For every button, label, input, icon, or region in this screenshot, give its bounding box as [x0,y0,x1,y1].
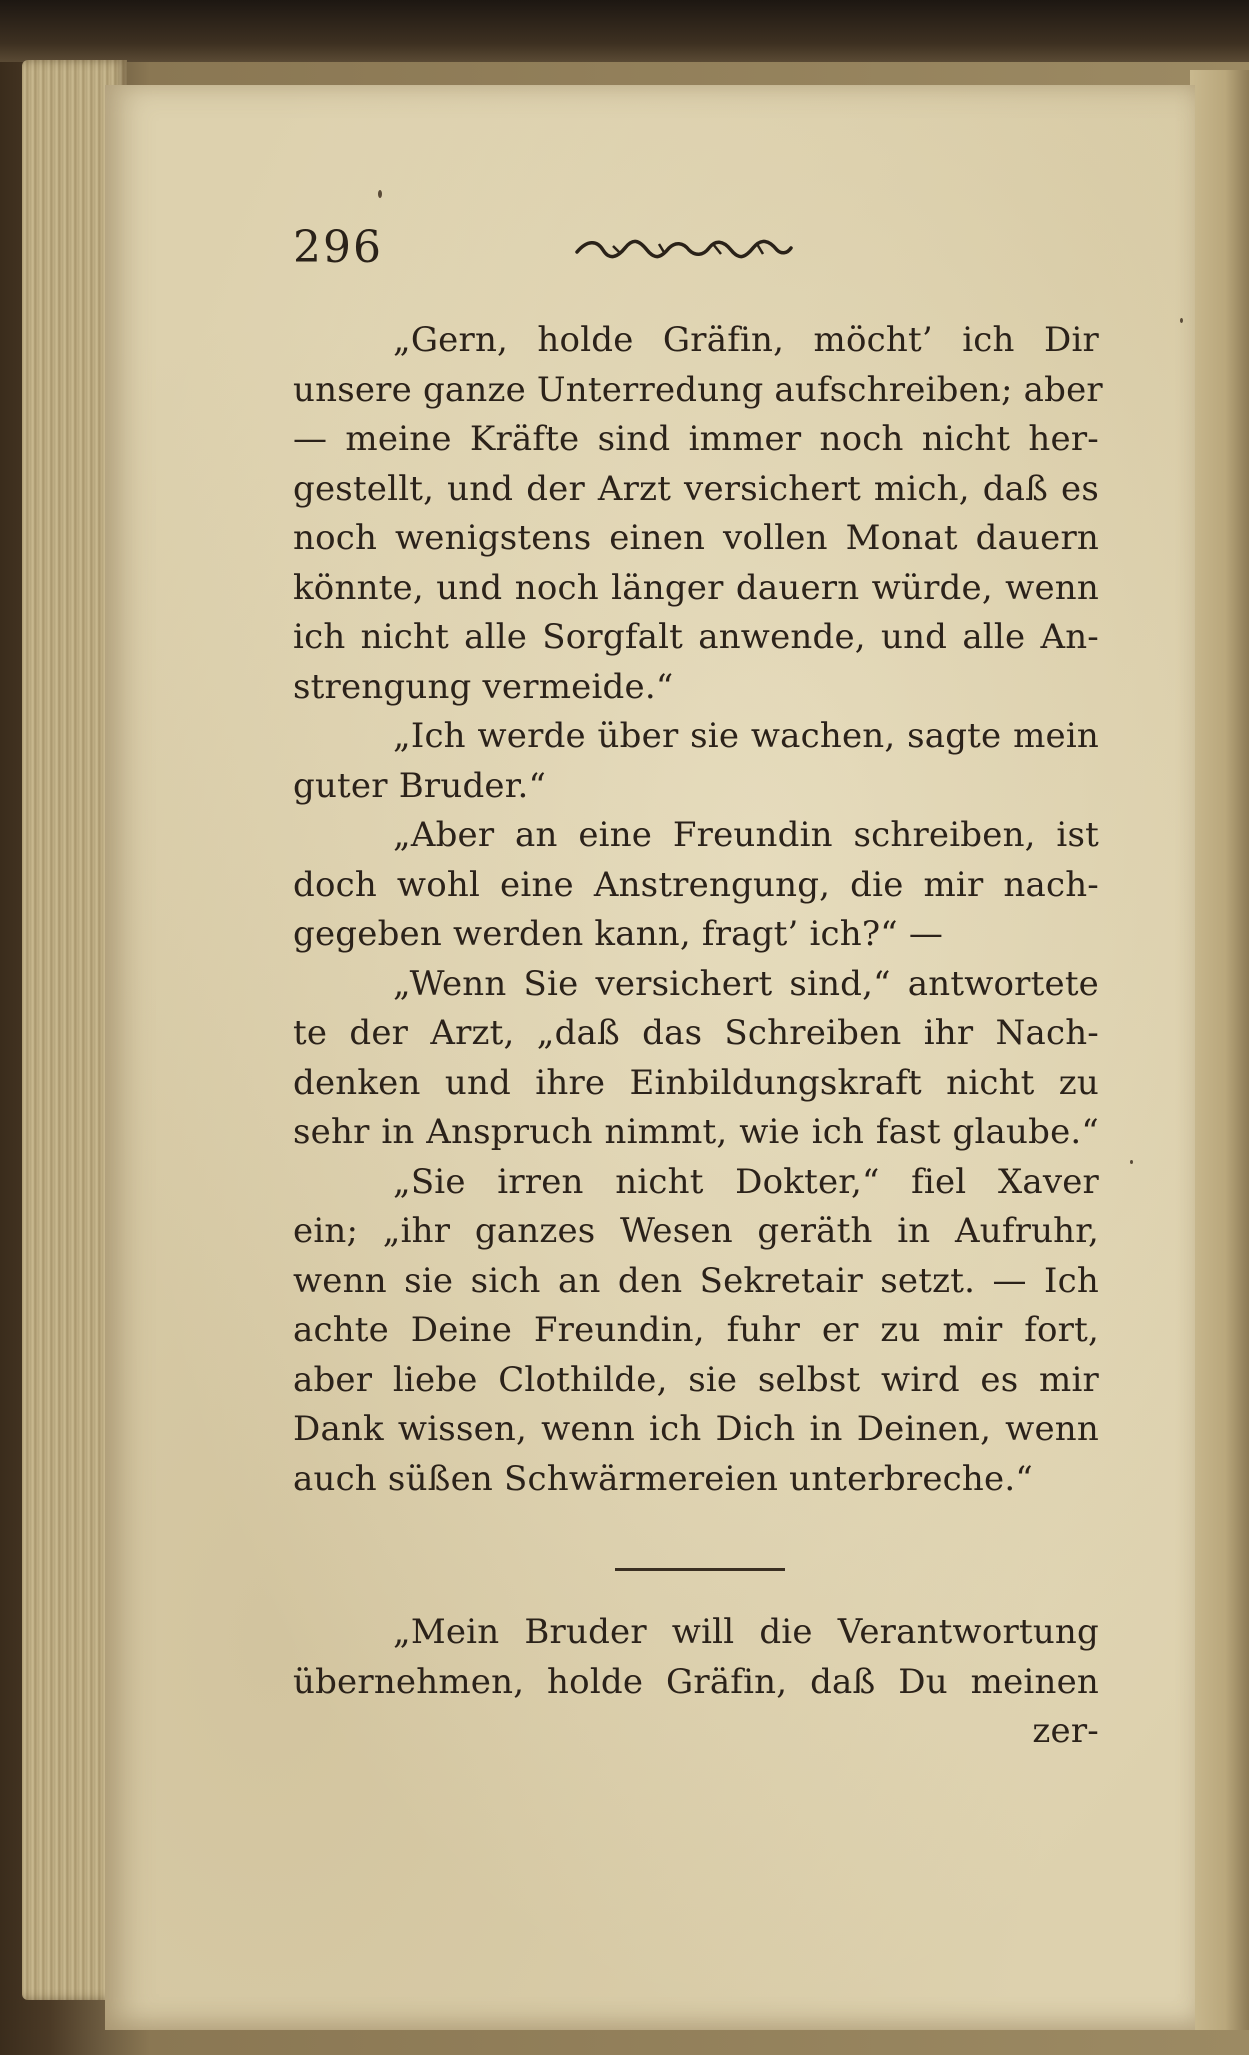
paper-speck [1180,318,1183,323]
text-line: denken und ihre Einbildungskraft nicht zu [293,1062,1099,1103]
text-block-main [293,316,1103,1504]
text-line: ein; „ihr ganzes Wesen geräth in Aufruhr, [293,1211,1099,1251]
text-block-continued [293,1608,1099,1757]
text-line: aber liebe Clothilde, sie selbst wird es mir [293,1359,1099,1400]
book-cover-edge [0,0,1249,62]
text-line: „Wenn Sie versichert sind,“ antwortete [393,963,1099,1004]
text-line: gestellt, und der Arzt versichert mich, daß es [293,468,1099,509]
text-line: noch wenigstens einen vollen Monat dauern [293,518,1099,558]
page-header [293,222,813,282]
text-line: wenn sie sich an den Sekretair setzt. — Ich [293,1260,1099,1301]
text-line: strengung vermeide.“ [293,666,674,707]
text-line: achte Deine Freundin, fuhr er zu mir fort, [293,1310,1099,1350]
header-ornament-icon [573,234,795,262]
text-line: sehr in Anspruch nimmt, wie ich fast glaube.“ [293,1112,1099,1152]
text-line: guter Bruder.“ [293,765,547,806]
text-line: „Gern, holde Gräfin, möcht’ ich Dir [393,320,1099,360]
text-line: könnte, und noch länger dauern würde, wenn [293,567,1099,608]
text-line: — meine Kräfte sind immer noch nicht her- [293,419,1099,459]
text-line: „Sie irren nicht Dokter,“ fiel Xaver [393,1161,1099,1202]
text-line: doch wohl eine Anstrengung, die mir nach- [293,864,1099,905]
page-number: 296 [293,222,383,273]
text-line: unsere ganze Unterredung aufschreiben; aber [293,369,1103,410]
text-line: „Ich werde über sie wachen, sagte mein [393,716,1099,756]
text-line: te der Arzt, „daß das Schreiben ihr Nach- [293,1013,1099,1053]
text-line: auch süßen Schwärmereien unterbreche.“ [293,1458,1033,1499]
text-line: ich nicht alle Sorgfalt anwende, und alle An- [293,617,1099,657]
facing-page-strip [1190,70,1249,2030]
text-line: „Mein Bruder will die Verantwortung [393,1612,1099,1652]
paper-speck [378,190,382,198]
text-line: gegeben werden kann, fragt’ ich?“ — [293,914,944,954]
section-divider [615,1568,785,1571]
text-line: „Aber an eine Freundin schreiben, ist [393,815,1099,855]
text-line: Dank wissen, wenn ich Dich in Deinen, wenn [293,1409,1099,1449]
text-line: übernehmen, holde Gräfin, daß Du meinen [293,1661,1099,1702]
paper-speck [1130,1160,1133,1164]
text-line: zer- [1032,1711,1099,1751]
